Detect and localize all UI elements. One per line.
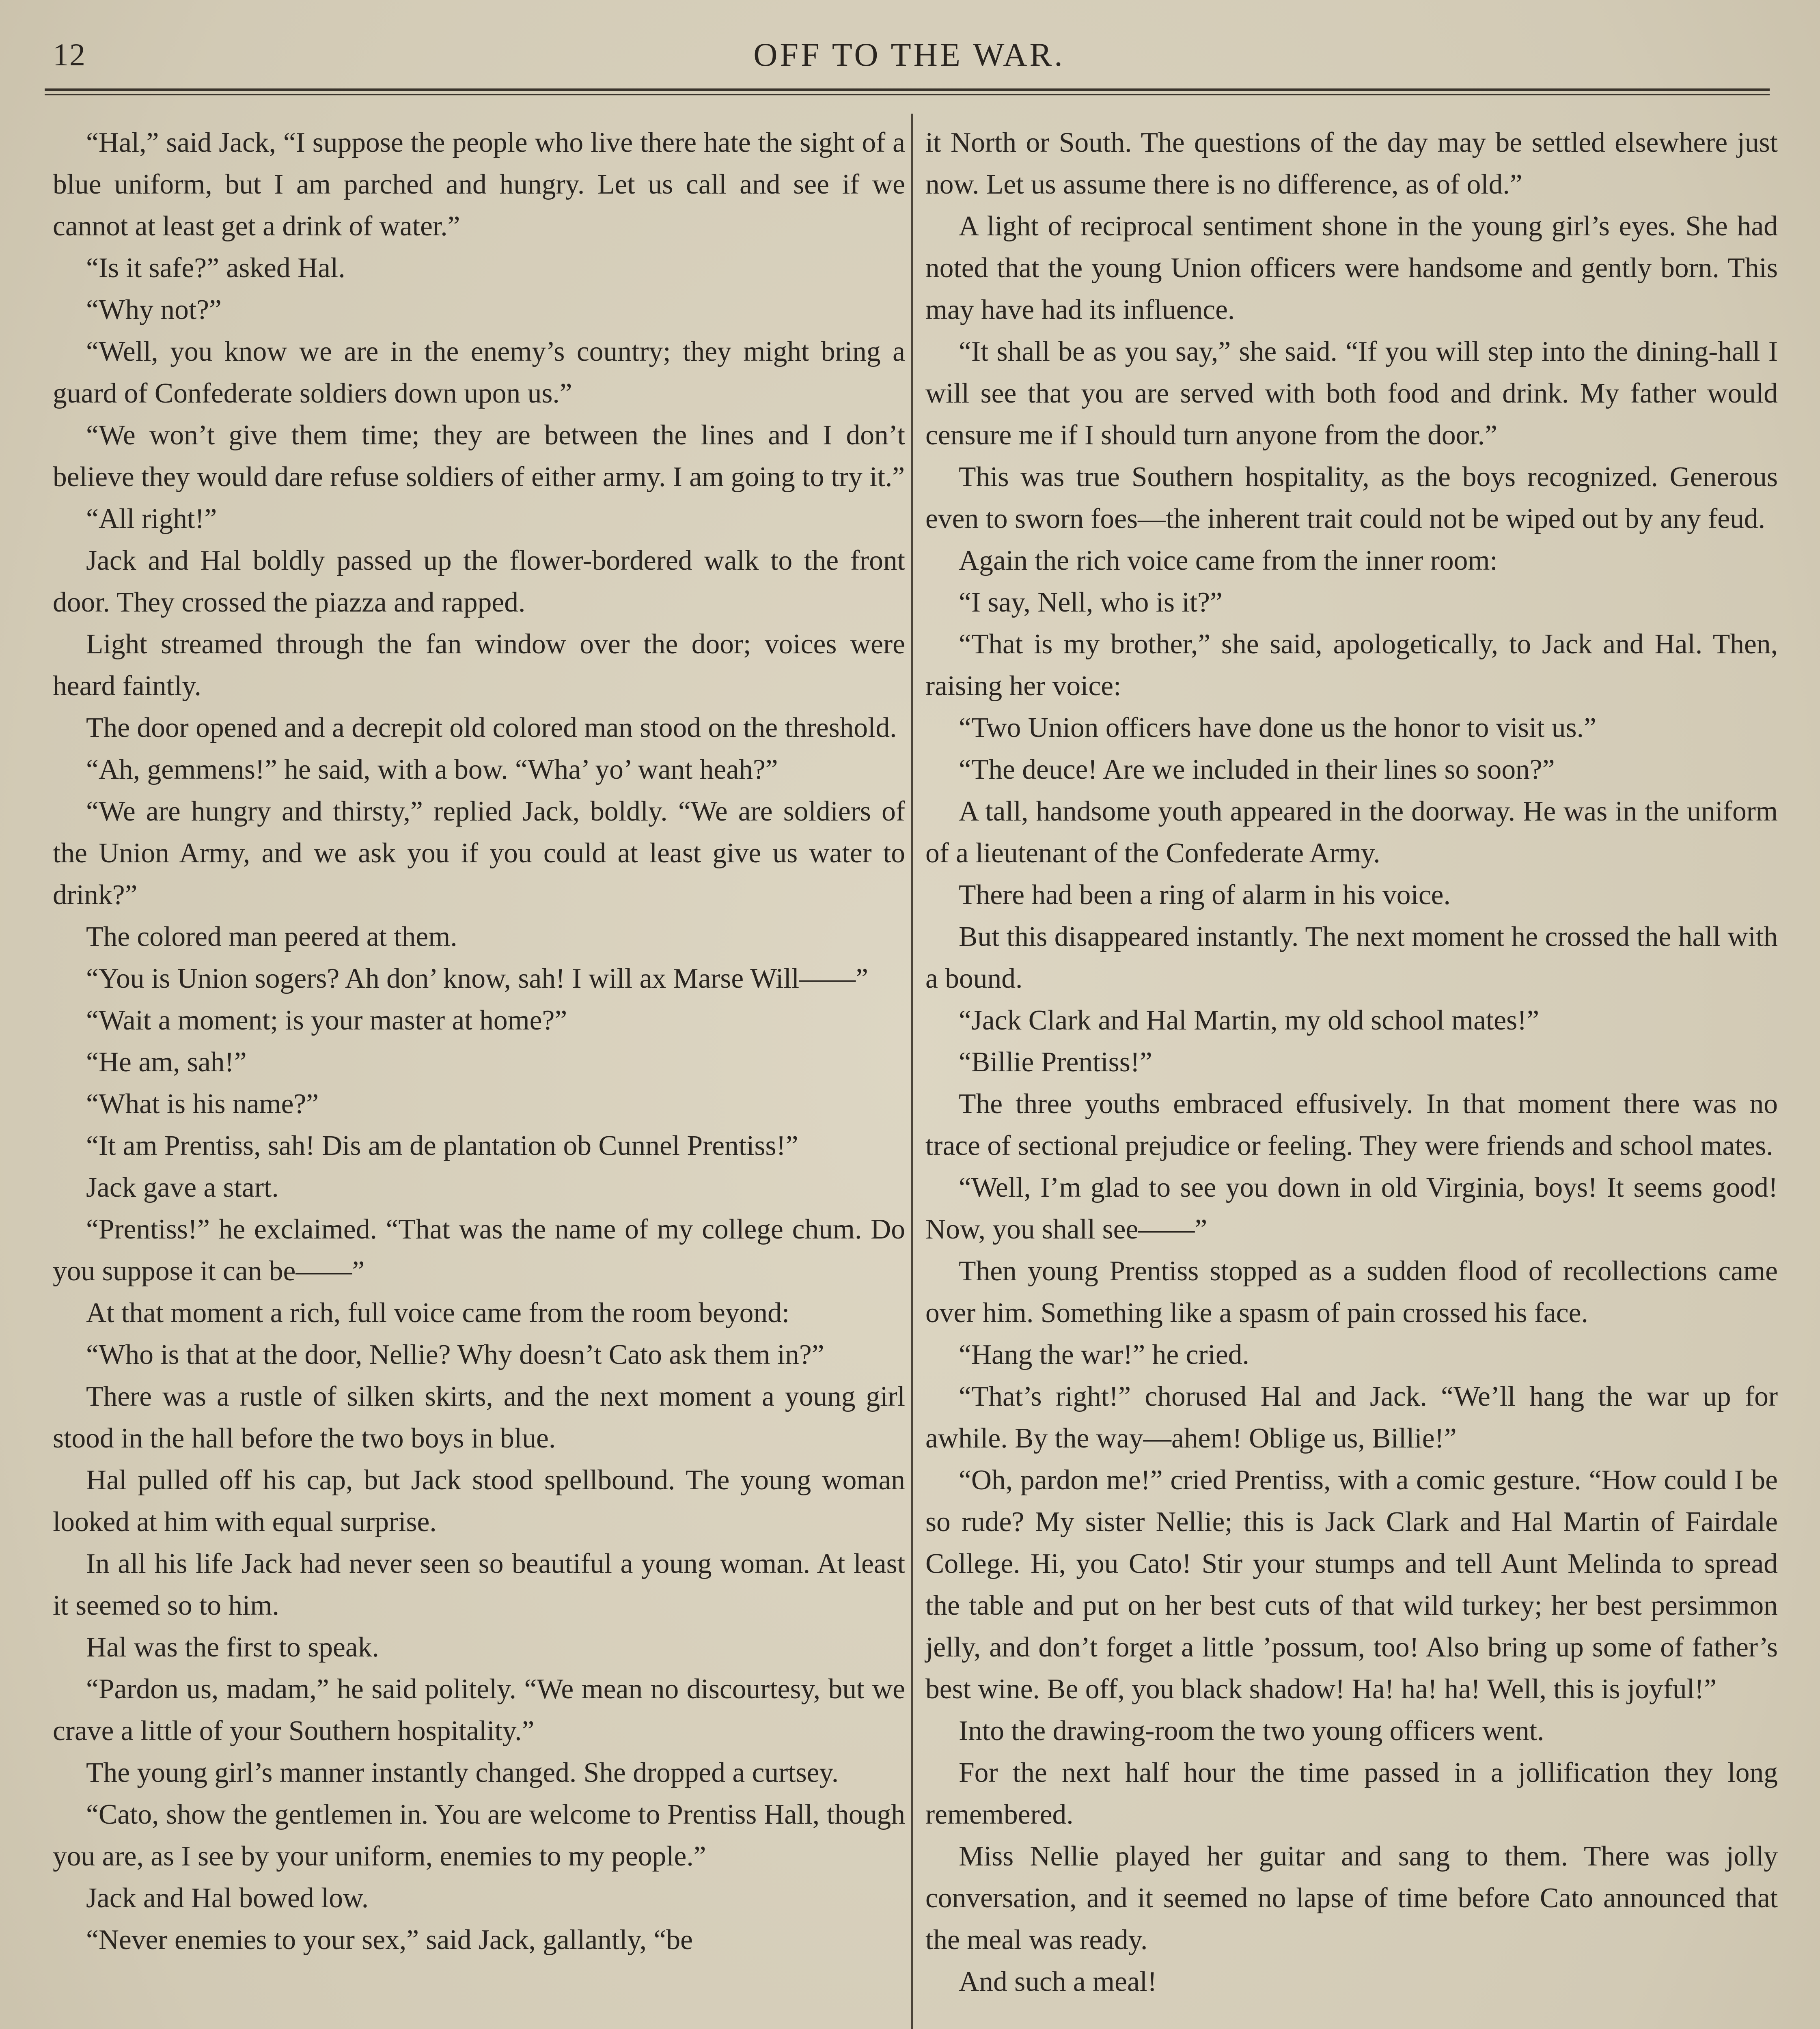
paragraph: The three youths embraced effusively. In that moment there was no trace of sectional prejudice or feeling. They were friends and school mates. (925, 1088, 1778, 1161)
paragraph: “Is it safe?” asked Hal. (86, 252, 345, 284)
paragraph: There was a rustle of silken skirts, and the next moment a young girl stood in the hall before the two boys in blue. (53, 1381, 905, 1454)
paragraph: Jack and Hal boldly passed up the flower-bordered walk to the front door. They crossed the piazza and rapped. (53, 545, 905, 618)
paragraph: At that moment a rich, full voice came from the room beyond: (86, 1297, 790, 1329)
paragraph: “Well, you know we are in the enemy’s country; they might bring a guard of Confederate soldiers down upon us.” (53, 336, 905, 409)
paragraph: Again the rich voice came from the inner room: (959, 545, 1498, 576)
paragraph: Jack and Hal bowed low. (86, 1883, 369, 1914)
paragraph: A light of reciprocal sentiment shone in the young girl’s eyes. She had noted that the young Union officers were handsome and gently born. This may have had its influence. (925, 211, 1778, 325)
paragraph: “You is Union sogers? Ah don’ know, sah! I will ax Marse Will——” (86, 963, 868, 994)
paragraph: And such a meal! (959, 1966, 1157, 1997)
running-title: OFF TO THE WAR. (753, 36, 1065, 73)
paragraph: A tall, handsome youth appeared in the doorway. He was in the uniform of a lieutenant of the Confederate Army. (925, 796, 1778, 869)
paragraph: Light streamed through the fan window over the door; voices were heard faintly. (53, 629, 905, 702)
column-divider (911, 114, 913, 2029)
paragraph: “That’s right!” chorused Hal and Jack. “We’ll hang the war up for awhile. By the way—ahem! Oblige us, Billie!” (925, 1381, 1778, 1454)
left-column (53, 122, 905, 1961)
paragraph: The colored man peered at them. (86, 921, 457, 952)
paragraph: “Ah, gemmens!” he said, with a bow. “Wha’ yo’ want heah?” (86, 754, 778, 785)
header-rule (45, 88, 1770, 91)
paragraph: For the next half hour the time passed in a jollification they long remembered. (925, 1757, 1778, 1830)
paragraph: The door opened and a decrepit old colored man stood on the threshold. (86, 712, 897, 743)
paragraph: “Who is that at the door, Nellie? Why doesn’t Cato ask them in?” (86, 1339, 824, 1370)
paragraph: “Wait a moment; is your master at home?” (86, 1005, 567, 1036)
paragraph: “Jack Clark and Hal Martin, my old school mates!” (959, 1005, 1540, 1036)
paragraph: The young girl’s manner instantly changed. She dropped a curtsey. (86, 1757, 839, 1788)
paragraph: There had been a ring of alarm in his voice. (959, 879, 1451, 911)
paragraph: “Hang the war!” he cried. (959, 1339, 1249, 1370)
paragraph: “Well, I’m glad to see you down in old Virginia, boys! It seems good! Now, you shall see——” (925, 1172, 1778, 1245)
paragraph: “Billie Prentiss!” (959, 1047, 1152, 1078)
paragraph: “He am, sah!” (86, 1047, 247, 1078)
paragraph: In all his life Jack had never seen so beautiful a young woman. At least it seemed so to him. (53, 1548, 905, 1621)
paragraph: Into the drawing-room the two young officers went. (959, 1715, 1544, 1747)
paragraph: “Cato, show the gentlemen in. You are welcome to Prentiss Hall, though you are, as I see by your uniform, enemies to my people.” (53, 1799, 905, 1872)
paragraph: Then young Prentiss stopped as a sudden flood of recollections came over him. Something like a spasm of pain crossed his face. (925, 1256, 1778, 1329)
paragraph: “Oh, pardon me!” cried Prentiss, with a comic gesture. “How could I be so rude? My sister Nellie; this is Jack Clark and Hal Martin of Fairdale College. Hi, you Cato! Stir your stumps and tell Aunt Melinda to spread the table and put on her best cuts of that wild turkey; her best persimmon jelly, and don’t forget a little ’possum, too! Also bring up some of father’s best wine. Be off, you black shadow! Ha! ha! ha! Well, this is joyful!” (925, 1465, 1778, 1705)
paragraph: But this disappeared instantly. The next moment he crossed the hall with a bound. (925, 921, 1778, 994)
paragraph: “What is his name?” (86, 1088, 319, 1120)
paragraph: “We are hungry and thirsty,” replied Jack, boldly. “We are soldiers of the Union Army, and we ask you if you could at least give us water to drink?” (53, 796, 905, 911)
paragraph: “Two Union officers have done us the honor to visit us.” (959, 712, 1596, 743)
paragraph: Jack gave a start. (86, 1172, 279, 1203)
paragraph: “The deuce! Are we included in their lines so soon?” (959, 754, 1555, 785)
paragraph: “Never enemies to your sex,” said Jack, gallantly, “be (86, 1924, 693, 1956)
paragraph: “All right!” (86, 503, 217, 534)
paragraph: “It shall be as you say,” she said. “If you will step into the dining-hall I will see that you are served with both food and drink. My father would censure me if I should turn anyone from the door.” (925, 336, 1778, 451)
paragraph: “It am Prentiss, sah! Dis am de plantation ob Cunnel Prentiss!” (86, 1130, 798, 1161)
paragraph: Hal pulled off his cap, but Jack stood spellbound. The young woman looked at him with equal surprise. (53, 1465, 905, 1538)
paragraph: “Why not?” (86, 294, 222, 325)
right-column (925, 122, 1778, 2003)
paragraph: Miss Nellie played her guitar and sang to them. There was jolly conversation, and it seemed no lapse of time before Cato announced that the meal was ready. (925, 1841, 1778, 1956)
paragraph: Hal was the first to speak. (86, 1632, 379, 1663)
paragraph: “Hal,” said Jack, “I suppose the people who live there hate the sight of a blue uniform, but I am parched and hungry. Let us call and see if we cannot at least get a drink of water.” (53, 127, 905, 242)
header-rule-thin (45, 94, 1770, 95)
paragraph: “Pardon us, madam,” he said politely. “We mean no discourtesy, but we crave a little of your Southern hospitality.” (53, 1674, 905, 1747)
paragraph: “That is my brother,” she said, apologetically, to Jack and Hal. Then, raising her voice: (925, 629, 1778, 702)
page-header (49, 32, 1770, 85)
page-number: 12 (53, 37, 86, 72)
paragraph: “We won’t give them time; they are between the lines and I don’t believe they would dare refuse soldiers of either army. I am going to try it.” (53, 420, 905, 493)
paragraph: it North or South. The questions of the day may be settled elsewhere just now. Let us assume there is no difference, as of old.” (925, 127, 1778, 200)
paragraph: “I say, Nell, who is it?” (959, 587, 1223, 618)
paragraph: This was true Southern hospitality, as the boys recognized. Generous even to sworn foes—the inherent trait could not be wiped out by any feud. (925, 461, 1778, 534)
paragraph: “Prentiss!” he exclaimed. “That was the name of my college chum. Do you suppose it can be——” (53, 1214, 905, 1287)
